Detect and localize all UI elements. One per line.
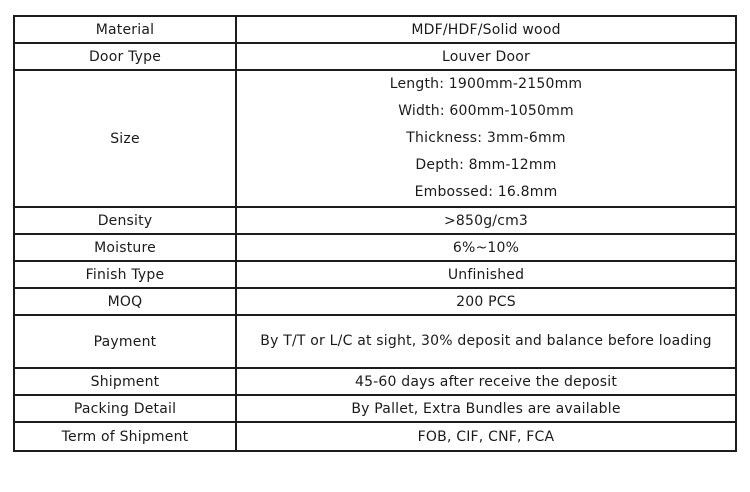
row-value: 200 PCS xyxy=(236,288,736,315)
row-label: Finish Type xyxy=(14,261,236,288)
row-value: By Pallet, Extra Bundles are available xyxy=(236,395,736,422)
row-label: Term of Shipment xyxy=(14,422,236,451)
row-value xyxy=(236,70,736,207)
row-label: Size xyxy=(14,70,236,207)
spec-row-payment xyxy=(14,315,736,368)
spec-row-size xyxy=(14,70,736,207)
size-line-depth: Depth: 8mm-12mm xyxy=(415,157,557,173)
product-spec-table xyxy=(13,15,737,452)
spec-row-term-of-shipment xyxy=(14,422,736,451)
size-line-length: Length: 1900mm-2150mm xyxy=(389,76,583,92)
row-label: MOQ xyxy=(14,288,236,315)
row-value: FOB, CIF, CNF, FCA xyxy=(236,422,736,451)
size-line-embossed: Embossed: 16.8mm xyxy=(414,184,558,200)
row-label: Material xyxy=(14,16,236,43)
row-value: 45-60 days after receive the deposit xyxy=(236,368,736,395)
spec-row-material xyxy=(14,16,736,43)
row-value: By T/T or L/C at sight, 30% deposit and balance before loading xyxy=(236,315,736,368)
row-label: Shipment xyxy=(14,368,236,395)
row-label: Density xyxy=(14,207,236,234)
row-value: >850g/cm3 xyxy=(236,207,736,234)
row-value: Unfinished xyxy=(236,261,736,288)
spec-row-shipment xyxy=(14,368,736,395)
row-label: Payment xyxy=(14,315,236,368)
spec-row-packing-detail xyxy=(14,395,736,422)
size-line-width: Width: 600mm-1050mm xyxy=(398,103,574,119)
row-value: 6%~10% xyxy=(236,234,736,261)
spec-row-door-type xyxy=(14,43,736,70)
spec-row-density xyxy=(14,207,736,234)
row-label: Moisture xyxy=(14,234,236,261)
spec-row-moisture xyxy=(14,234,736,261)
spec-row-moq xyxy=(14,288,736,315)
row-label: Packing Detail xyxy=(14,395,236,422)
row-label: Door Type xyxy=(14,43,236,70)
size-line-thickness: Thickness: 3mm-6mm xyxy=(406,130,566,146)
row-value: Louver Door xyxy=(236,43,736,70)
row-value: MDF/HDF/Solid wood xyxy=(236,16,736,43)
spec-row-finish-type xyxy=(14,261,736,288)
